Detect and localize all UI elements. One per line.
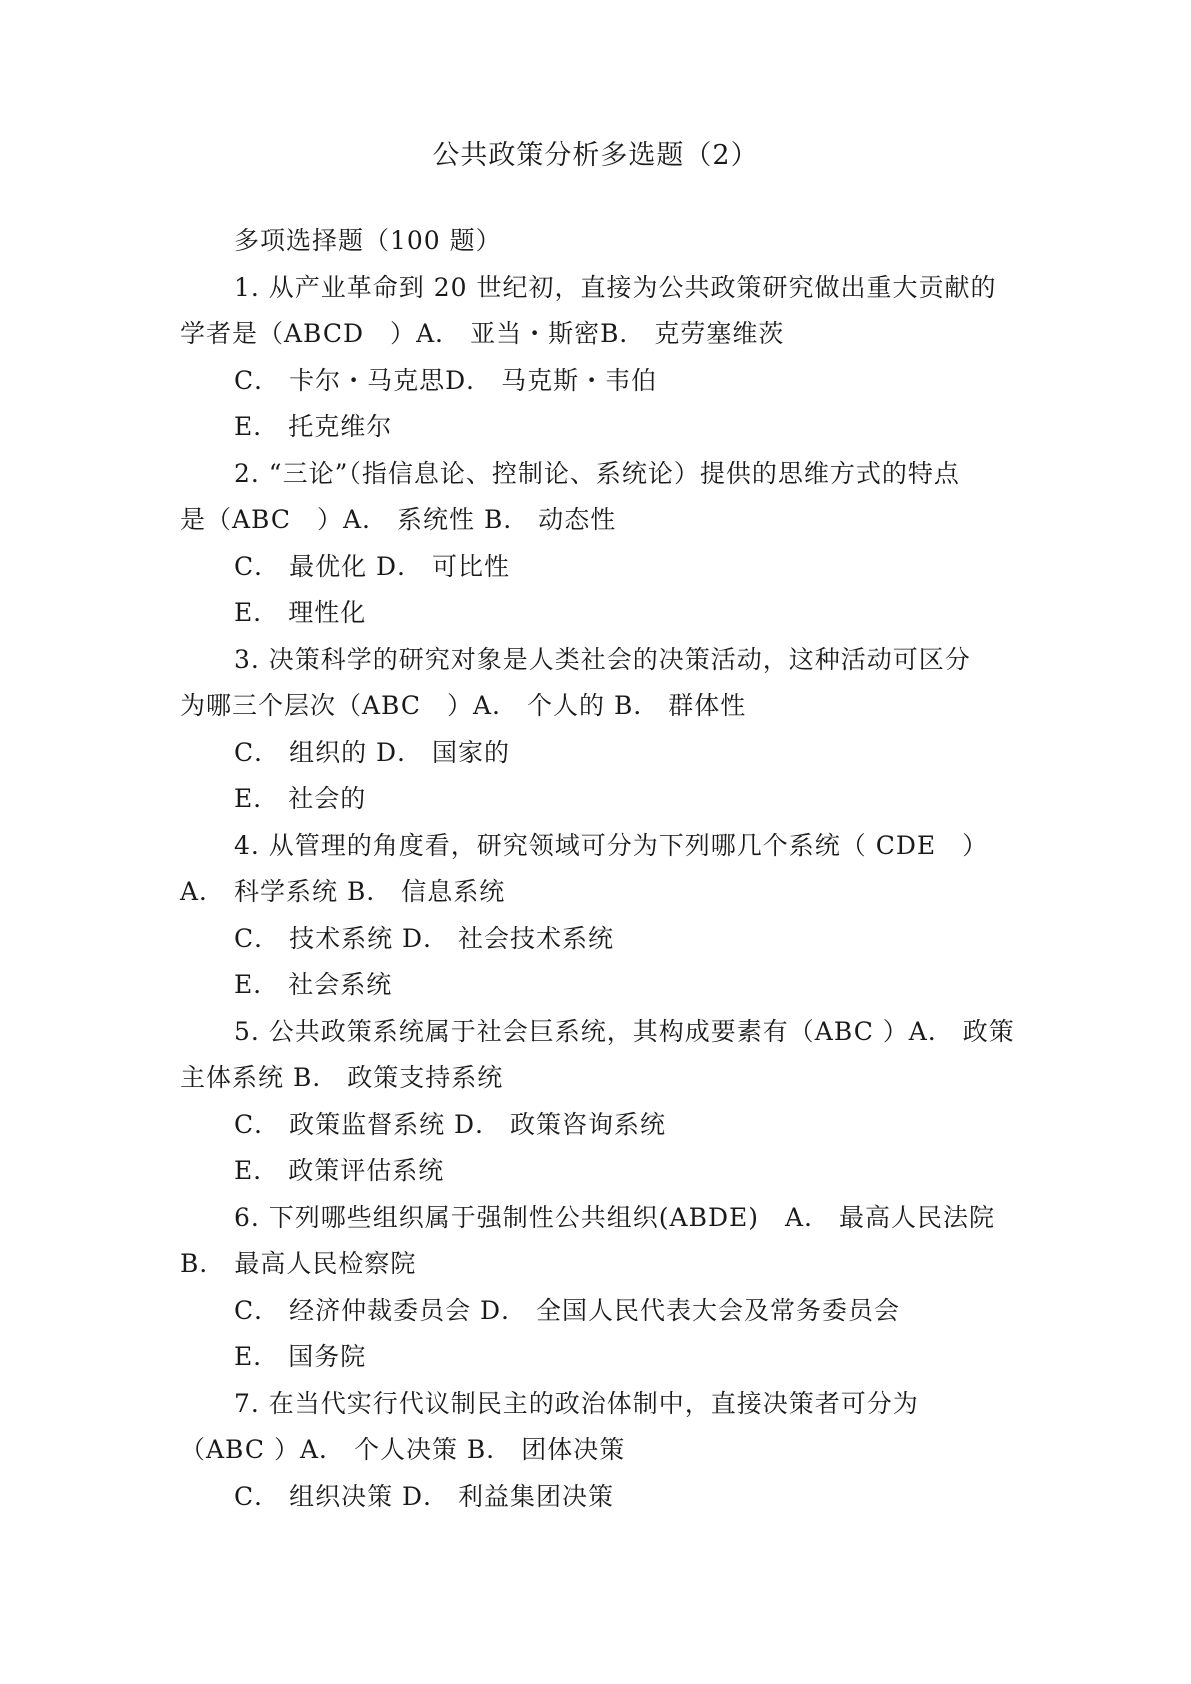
text-line: E． 政策评估系统 — [234, 1156, 445, 1185]
text-line: C． 经济仲裁委员会 D． 全国人民代表大会及常务委员会 — [234, 1295, 901, 1325]
text-line: E． 托克维尔 — [234, 412, 393, 441]
text-line: E． 社会的 — [234, 784, 367, 813]
text-line: B． 最高人民检察院 — [180, 1249, 417, 1278]
text-line: A． 科学系统 B． 信息系统 — [180, 877, 506, 906]
text-line: 主体系统 B． 政策支持系统 — [180, 1063, 504, 1092]
text-line: 5. 公共政策系统属于社会巨系统，其构成要素有（ABC ）A． 政策 — [234, 1016, 1015, 1046]
text-line: E． 社会系统 — [234, 970, 393, 999]
text-line: 学者是（ABCD ）A． 亚当・斯密B． 克劳塞维茨 — [180, 319, 785, 348]
text-line: 多项选择题（100 题） — [234, 226, 502, 255]
text-line: 1. 从产业革命到 20 世纪初，直接为公共政策研究做出重大贡献的 — [234, 272, 997, 302]
text-line: 是（ABC ）A． 系统性 B． 动态性 — [180, 505, 617, 534]
text-line: C． 政策监督系统 D． 政策咨询系统 — [234, 1109, 667, 1139]
text-line: 2. “三论”（指信息论、控制论、系统论）提供的思维方式的特点 — [234, 458, 960, 488]
text-line: 6. 下列哪些组织属于强制性公共组织(ABDE) A． 最高人民法院 — [234, 1202, 996, 1232]
text-line: 为哪三个层次（ABC ）A． 个人的 B． 群体性 — [180, 691, 747, 720]
text-line: C． 最优化 D． 可比性 — [234, 551, 511, 581]
text-line: 3. 决策科学的研究对象是人类社会的决策活动，这种活动可区分 — [234, 644, 971, 674]
text-line: 4. 从管理的角度看，研究领域可分为下列哪几个系统（ CDE ） — [234, 830, 989, 860]
text-line: C． 组织决策 D． 利益集团决策 — [234, 1481, 615, 1511]
document-body — [180, 218, 1020, 1520]
page-title: 公共政策分析多选题（2） — [432, 140, 759, 171]
text-line: C． 组织的 D． 国家的 — [234, 737, 511, 767]
text-line: E． 国务院 — [234, 1342, 367, 1371]
text-line: 7. 在当代实行代议制民主的政治体制中，直接决策者可分为 — [234, 1388, 919, 1418]
text-line: C． 卡尔・马克思D． 马克斯・韦伯 — [234, 365, 658, 395]
text-line: C． 技术系统 D． 社会技术系统 — [234, 923, 615, 953]
text-line: （ABC ）A． 个人决策 B． 团体决策 — [180, 1435, 626, 1464]
text-line: E． 理性化 — [234, 598, 367, 627]
